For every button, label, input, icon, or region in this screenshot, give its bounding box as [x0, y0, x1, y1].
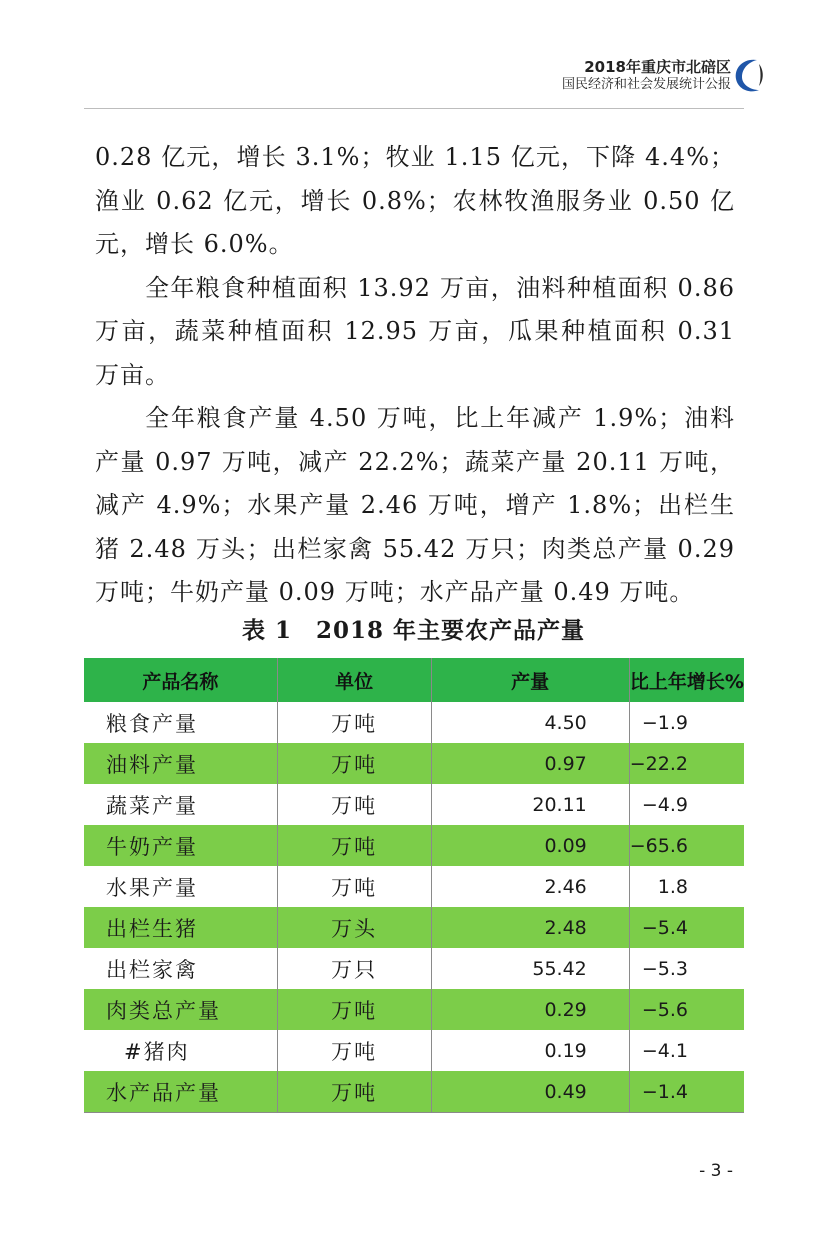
- cell-unit: 万吨: [277, 743, 431, 784]
- table-row: [84, 743, 744, 784]
- header-quantity: 产量: [431, 658, 629, 702]
- cell-quantity: 0.97: [431, 743, 629, 784]
- cell-growth: −4.1: [629, 1030, 744, 1071]
- cell-unit: 万吨: [277, 784, 431, 825]
- cell-growth: −1.4: [629, 1071, 744, 1113]
- cell-quantity: 0.29: [431, 989, 629, 1030]
- statistics-logo-icon: [731, 56, 765, 96]
- cell-product-name: 牛奶产量: [106, 834, 198, 859]
- table-title: 表 1 2018 年主要农产品产量: [241, 617, 586, 644]
- table-row: [84, 907, 744, 948]
- paragraph-1: 0.28 亿元，增长 3.1%；牧业 1.15 亿元，下降 4.4%；渔业 0.62 亿元，增长 0.8%；农林牧渔服务业 0.50 亿元，增长 6.0%。: [95, 143, 735, 258]
- cell-product-name: 水果产量: [106, 875, 198, 900]
- cell-product-name: 油料产量: [106, 752, 198, 777]
- cell-unit: 万吨: [277, 989, 431, 1030]
- cell-unit: 万吨: [277, 1071, 431, 1113]
- table-row: [84, 1030, 744, 1071]
- cell-quantity: 4.50: [431, 702, 629, 743]
- cell-growth: −22.2: [629, 743, 744, 784]
- table-row: [84, 784, 744, 825]
- cell-product-name: #猪肉: [124, 1039, 190, 1064]
- cell-quantity: 0.49: [431, 1071, 629, 1113]
- cell-quantity: 20.11: [431, 784, 629, 825]
- cell-growth: −5.3: [629, 948, 744, 989]
- paragraph-3: 全年粮食产量 4.50 万吨，比上年减产 1.9%；油料产量 0.97 万吨，减产 22.2%；蔬菜产量 20.11 万吨，减产 4.9%；水果产量 2.46 万吨，增产 1.8%；出栏生猪 2.48 万头；出栏家禽 55.42 万只；肉类总产量 0.29 万吨；牛奶产量 0.09 万吨；水产品产量 0.49 万吨。: [95, 404, 735, 606]
- table-row: [84, 989, 744, 1030]
- header-title-line1: 2018年重庆市北碚区: [584, 58, 731, 76]
- paragraph-2: 全年粮食种植面积 13.92 万亩，油料种植面积 0.86 万亩，蔬菜种植面积 12.95 万亩，瓜果种植面积 0.31 万亩。: [95, 273, 735, 389]
- cell-growth: 1.8: [629, 866, 744, 907]
- cell-product-name: 粮食产量: [106, 711, 198, 736]
- table-row: [84, 702, 744, 743]
- cell-product-name: 出栏家禽: [106, 957, 198, 982]
- cell-quantity: 0.09: [431, 825, 629, 866]
- cell-quantity: 55.42: [431, 948, 629, 989]
- cell-unit: 万头: [277, 907, 431, 948]
- cell-growth: −1.9: [629, 702, 744, 743]
- header-title-line2: 国民经济和社会发展统计公报: [561, 77, 731, 92]
- agricultural-output-table: [84, 658, 744, 1113]
- header-title-block: [562, 58, 731, 94]
- header-divider: [84, 108, 744, 109]
- cell-unit: 万吨: [277, 825, 431, 866]
- table-row: [84, 948, 744, 989]
- cell-quantity: 2.46: [431, 866, 629, 907]
- cell-product-name: 肉类总产量: [106, 998, 221, 1023]
- table-row: [84, 825, 744, 866]
- header-product-name: 产品名称: [142, 670, 219, 693]
- body-text: [95, 136, 735, 615]
- cell-product-name: 出栏生猪: [106, 916, 198, 941]
- cell-growth: −65.6: [629, 825, 744, 866]
- cell-growth: −5.6: [629, 989, 744, 1030]
- page-number: - 3 -: [699, 1161, 733, 1181]
- table-header-row: [84, 658, 744, 702]
- cell-quantity: 0.19: [431, 1030, 629, 1071]
- cell-growth: −5.4: [629, 907, 744, 948]
- cell-unit: 万吨: [277, 1030, 431, 1071]
- cell-growth: −4.9: [629, 784, 744, 825]
- table-row: [84, 866, 744, 907]
- cell-unit: 万吨: [277, 866, 431, 907]
- table-row: [84, 1071, 744, 1113]
- cell-product-name: 蔬菜产量: [106, 793, 198, 818]
- cell-unit: 万吨: [277, 702, 431, 743]
- header-unit: 单位: [277, 658, 431, 702]
- header-growth: 比上年增长%: [629, 658, 744, 702]
- cell-product-name: 水产品产量: [84, 1071, 277, 1113]
- cell-unit: 万只: [277, 948, 431, 989]
- cell-quantity: 2.48: [431, 907, 629, 948]
